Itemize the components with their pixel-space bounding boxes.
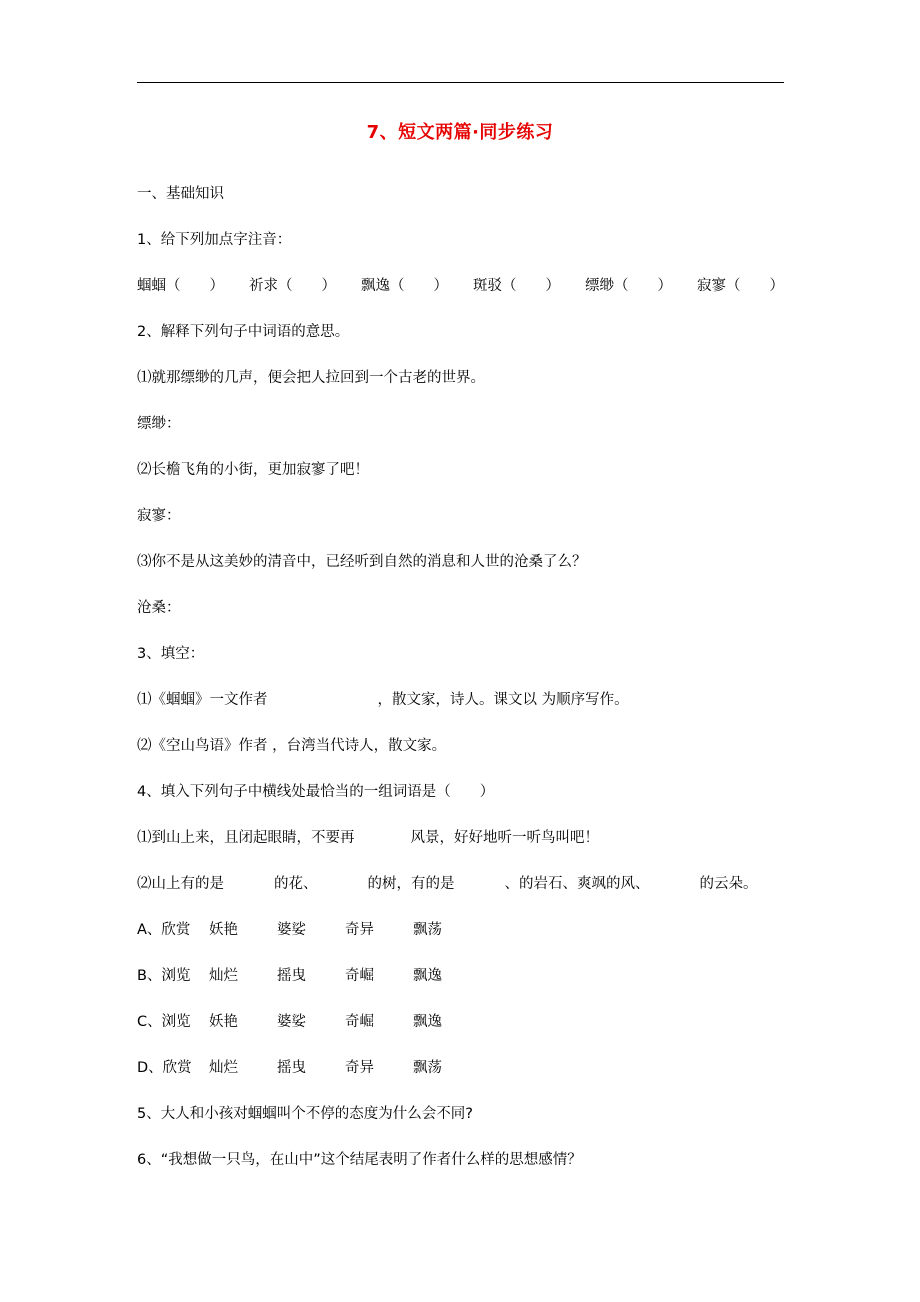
- option-word: 奇崛: [345, 968, 374, 984]
- option-word: 婆娑: [277, 922, 306, 938]
- pinyin-item: 飘逸（ ）: [361, 278, 448, 294]
- question-2-sentence-2: ⑵长檐飞角的小街，更加寂寥了吧！: [137, 462, 369, 478]
- question-1-prompt: 1、给下列加点字注音：: [137, 232, 292, 248]
- pinyin-item: 蝈蝈（ ）: [137, 278, 224, 294]
- question-3-line-1: [137, 690, 629, 710]
- pinyin-item: 祈求（ ）: [249, 278, 336, 294]
- fill-text: ，散文家，诗人。课文以 为顺序写作。: [377, 692, 629, 708]
- option-word: 奇异: [345, 1060, 374, 1076]
- option-word: 奇崛: [345, 1014, 374, 1030]
- option-word: 灿烂: [209, 1060, 238, 1076]
- option-word: 飘荡: [413, 922, 442, 938]
- option-word: 摇曳: [277, 1060, 306, 1076]
- option-label: D、欣赏: [137, 1060, 192, 1076]
- fill-text: 的云朵。: [699, 876, 758, 892]
- option-label: C、浏览: [137, 1014, 191, 1030]
- fill-text: 风景，好好地听一听鸟叫吧！: [410, 830, 599, 846]
- question-2-sentence-3: ⑶你不是从这美妙的清音中，已经听到自然的消息和人世的沧桑了么？: [137, 554, 587, 570]
- question-2-word-2: 寂寥：: [137, 508, 181, 524]
- option-word: 婆娑: [277, 1014, 306, 1030]
- fill-text: ⑴《蝈蝈》一文作者: [137, 692, 268, 708]
- fill-text: 的花、: [274, 876, 318, 892]
- option-word: 妖艳: [209, 1014, 238, 1030]
- question-3-line-2: ⑵《空山鸟语》作者 ，台湾当代诗人，散文家。: [137, 738, 447, 754]
- section-heading: 一、基础知识: [137, 186, 224, 202]
- fill-text: 的树，有的是: [367, 876, 455, 892]
- option-word: 飘荡: [413, 1060, 442, 1076]
- fill-text: 、的岩石、爽飒的风、: [504, 876, 650, 892]
- fill-text: ⑵山上有的是: [137, 876, 224, 892]
- option-word: 奇异: [345, 922, 374, 938]
- question-4-sentence-2: [137, 874, 758, 894]
- question-2-sentence-1: ⑴就那缥缈的几声，便会把人拉回到一个古老的世界。: [137, 370, 485, 386]
- option-label: A、欣赏: [137, 922, 191, 938]
- option-a: [137, 920, 481, 940]
- header-rule: [137, 82, 784, 83]
- question-3-prompt: 3、填空：: [137, 646, 205, 662]
- question-2-word-1: 缥缈：: [137, 416, 181, 432]
- option-word: 飘逸: [413, 968, 442, 984]
- option-word: 飘逸: [413, 1014, 442, 1030]
- option-word: 妖艳: [209, 922, 238, 938]
- option-label: B、浏览: [137, 968, 191, 984]
- pinyin-item: 斑驳（ ）: [473, 278, 560, 294]
- option-b: [137, 966, 481, 986]
- option-c: [137, 1012, 481, 1032]
- fill-text: ⑴到山上来，且闭起眼睛，不要再: [137, 830, 355, 846]
- question-1-items: [137, 276, 784, 296]
- pinyin-item: 寂寥（ ）: [697, 278, 784, 294]
- question-4-prompt: 4、填入下列句子中横线处最恰当的一组词语是（ ）: [137, 784, 495, 800]
- question-6: 6、“我想做一只鸟，在山中”这个结尾表明了作者什么样的思想感情？: [137, 1152, 582, 1168]
- question-4-sentence-1: [137, 828, 599, 848]
- option-d: [137, 1058, 481, 1078]
- question-2-prompt: 2、解释下列句子中词语的意思。: [137, 324, 350, 340]
- question-2-word-3: 沧桑：: [137, 600, 181, 616]
- option-word: 灿烂: [209, 968, 238, 984]
- option-word: 摇曳: [277, 968, 306, 984]
- question-5: 5、大人和小孩对蝈蝈叫个不停的态度为什么会不同?: [137, 1106, 473, 1122]
- page-title: 7、短文两篇·同步练习: [366, 122, 554, 143]
- pinyin-item: 缥缈（ ）: [585, 278, 672, 294]
